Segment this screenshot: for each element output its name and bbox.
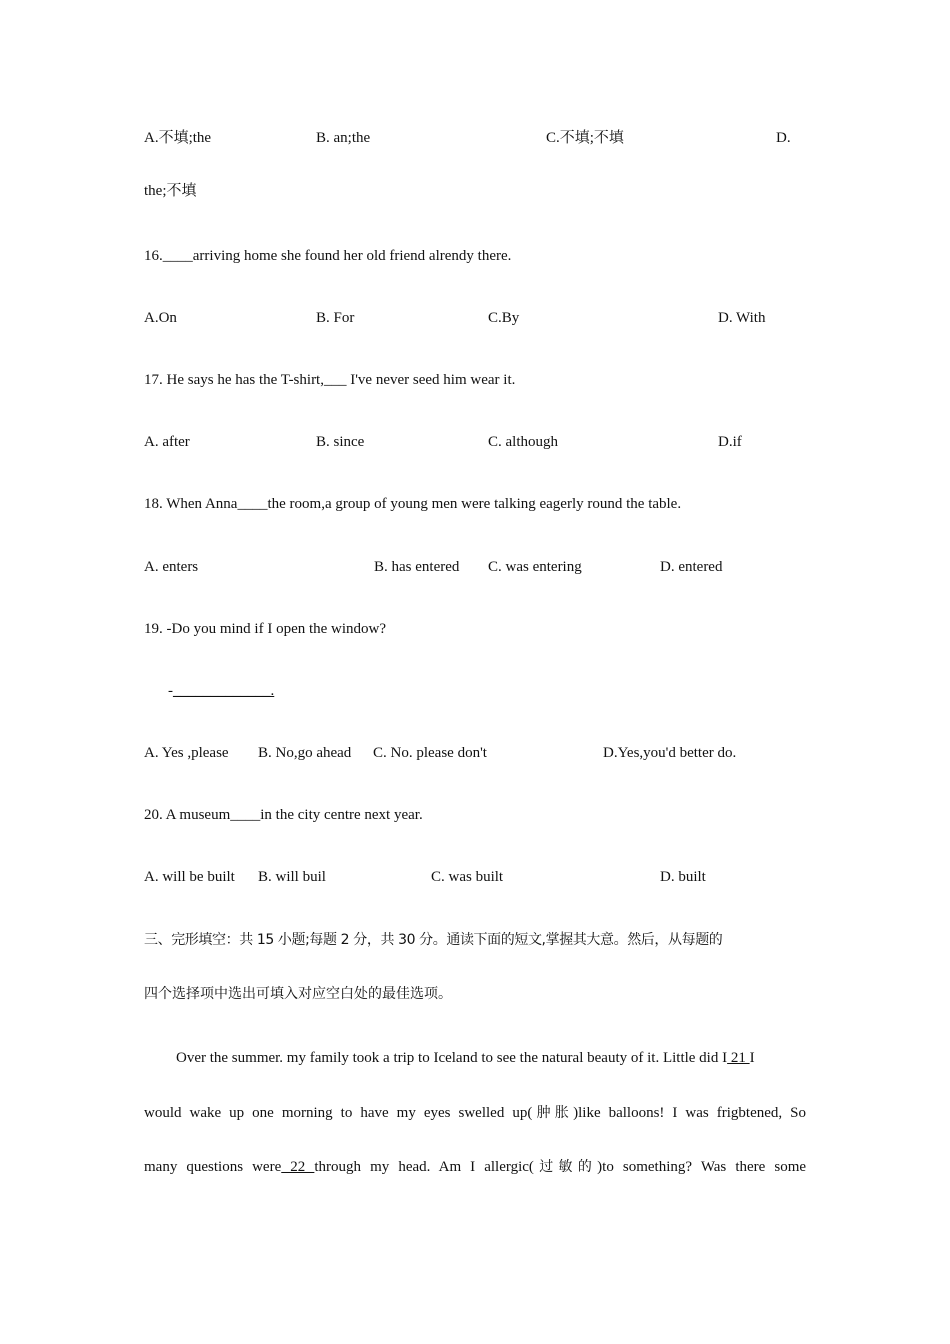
- q19-option-d: D.Yes,you'd better do.: [603, 745, 737, 761]
- passage-line3-cjk: 过敏的: [533, 1159, 598, 1175]
- q20-blank: ____: [230, 807, 261, 823]
- passage-line2-a: would wake up one morning to have my eyes swelled up(: [144, 1105, 533, 1121]
- q18-option-d: D. entered: [660, 559, 723, 575]
- q20-option-a: A. will be built: [144, 869, 235, 885]
- passage-line-2: [144, 1103, 806, 1123]
- q18-option-a: A. enters: [144, 559, 199, 575]
- q17-blank: ___: [323, 372, 347, 388]
- q18-option-c: C. was entering: [488, 559, 582, 575]
- q15-option-c: C.不填;不填: [546, 130, 624, 146]
- passage-line3-c: )to something? Was there some: [597, 1159, 807, 1175]
- q15-option-d-label: D.: [776, 130, 791, 146]
- q16-option-b: B. For: [316, 310, 355, 326]
- passage-line2-b: )like balloons! I was frigbtened, So: [573, 1105, 807, 1121]
- q20-text-a: 20. A museum: [144, 807, 231, 823]
- q17-option-a: A. after: [144, 434, 190, 450]
- blank-22: 22: [281, 1159, 315, 1175]
- q18-option-b: B. has entered: [374, 559, 460, 575]
- q16-text: arriving home she found her old friend alrendy there.: [192, 248, 512, 264]
- q16-option-a: A.On: [144, 310, 177, 326]
- passage-line1-end: I: [749, 1050, 755, 1066]
- passage-line-1: [176, 1048, 755, 1068]
- q19-option-a: A. Yes ,please: [144, 745, 229, 761]
- passage-line-3: [144, 1157, 806, 1177]
- q18-stem: [144, 494, 681, 514]
- q17-text-b: I've never seed him wear it.: [346, 372, 516, 388]
- q16-stem: [144, 246, 511, 266]
- q16-option-c: C.By: [488, 310, 520, 326]
- q20-text-b: in the city centre next year.: [260, 807, 423, 823]
- section3-heading-line2: 四个选择项中选出可填入对应空白处的最佳选项。: [144, 986, 452, 1002]
- q19-reply-dash: -: [168, 683, 173, 699]
- blank-21: 21: [727, 1050, 750, 1066]
- q19-stem: 19. -Do you mind if I open the window?: [144, 621, 387, 637]
- q18-blank: ____: [237, 496, 268, 512]
- q20-stem: [144, 805, 423, 825]
- q17-stem: [144, 370, 515, 390]
- q15-option-d-text: the;不填: [144, 183, 197, 199]
- passage-line1-text: Over the summer. my family took a trip to Iceland to see the natural beauty of it. Little did I: [176, 1050, 728, 1066]
- q19-option-b: B. No,go ahead: [258, 745, 352, 761]
- q20-option-b: B. will buil: [258, 869, 326, 885]
- q15-option-a: A.不填;the: [144, 130, 212, 146]
- q20-option-d: D. built: [660, 869, 706, 885]
- passage-line3-a: many questions were: [144, 1159, 282, 1175]
- q17-option-b: B. since: [316, 434, 365, 450]
- q16-blank: ____: [162, 248, 193, 264]
- q18-text-b: the room,a group of young men were talking eagerly round the table.: [267, 496, 682, 512]
- q15-option-b: B. an;the: [316, 130, 371, 146]
- q17-option-c: C. although: [488, 434, 558, 450]
- q18-text-a: 18. When Anna: [144, 496, 238, 512]
- q19-option-c: C. No. please don't: [373, 745, 487, 761]
- q17-text-a: 17. He says he has the T-shirt,: [144, 372, 324, 388]
- passage-line3-b: through my head. Am I allergic(: [314, 1159, 534, 1175]
- q17-option-d: D.if: [718, 434, 742, 450]
- q16-num: 16.: [144, 248, 163, 264]
- q19-reply: [168, 681, 274, 701]
- section3-heading-line1: 三、完形填空：共 15 小题;每题 2 分，共 30 分。通读下面的短文,掌握其大意。然后，从每题的: [144, 932, 723, 948]
- q20-option-c: C. was built: [431, 869, 504, 885]
- q19-reply-blank: _____________.: [173, 683, 275, 699]
- q16-option-d: D. With: [718, 310, 766, 326]
- passage-line2-cjk: 肿胀: [532, 1105, 574, 1121]
